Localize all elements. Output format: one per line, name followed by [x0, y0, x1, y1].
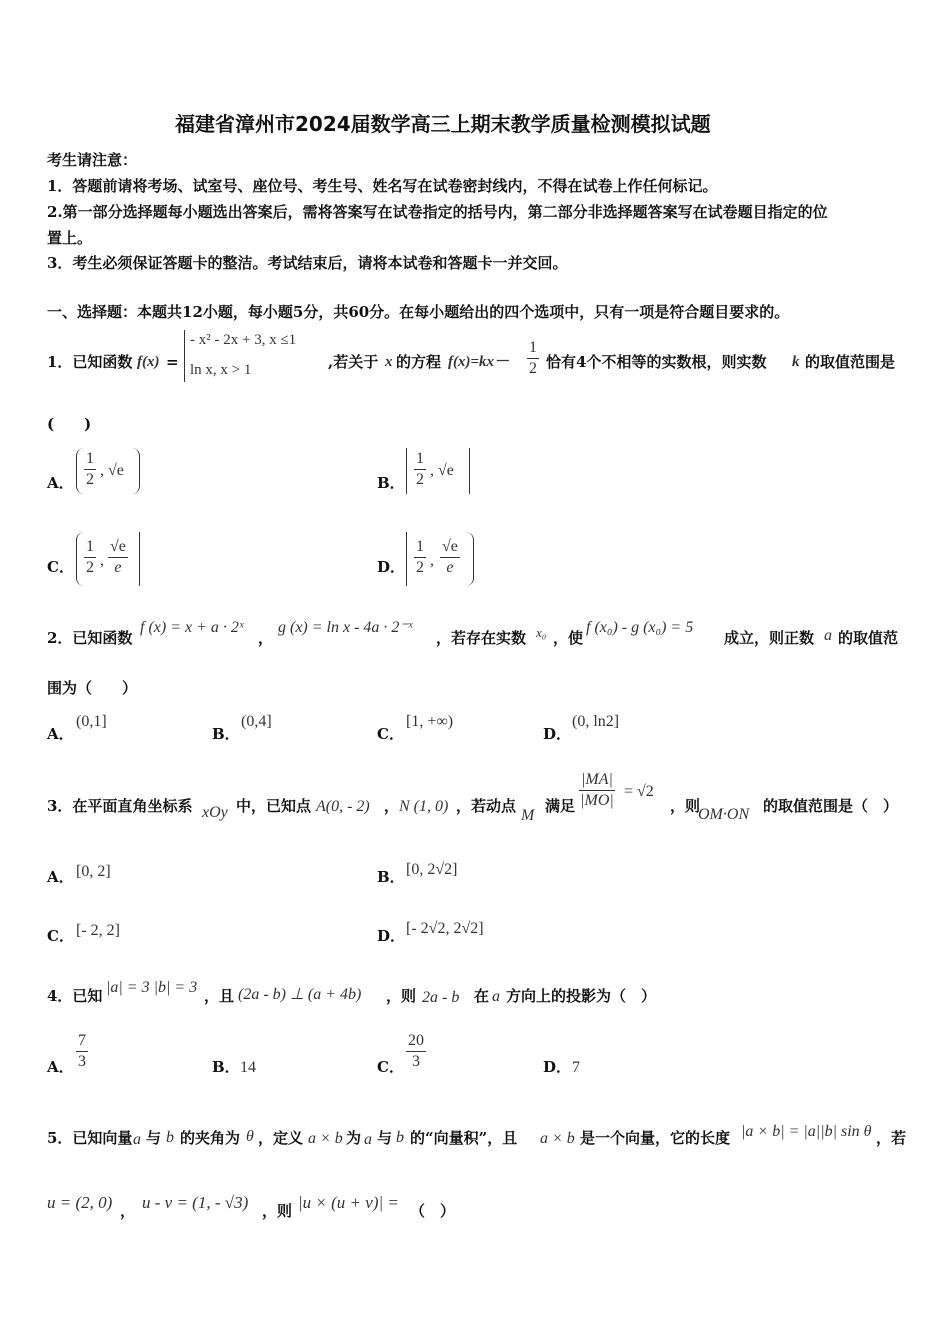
q1-option-c-fraction-1: [84, 537, 96, 578]
q1-option-c-fden: e: [114, 559, 122, 576]
q4-condition-2: (2a - b) ⊥ (a + 4b): [238, 986, 362, 1003]
q3-option-a: [0, 2]: [76, 863, 111, 880]
q3-ratio-num: |MA|: [579, 770, 615, 791]
q1-option-b-num: 1: [414, 449, 426, 470]
q2-comma: ，: [258, 629, 274, 647]
q5-text-1: 与: [146, 1129, 162, 1147]
q3-option-d-label: D．: [377, 927, 406, 945]
q1-var-x: x: [385, 354, 393, 370]
q1-text-2: 的方程: [396, 353, 442, 371]
q4-option-c-fraction: [406, 1031, 426, 1072]
q1-option-c-fnum: √e: [108, 537, 128, 558]
q1-text-3: 恰有4个不相等的实数根，则实数: [546, 353, 767, 371]
q5-axb: a × b: [308, 1130, 343, 1147]
q4-option-a-fraction: [76, 1031, 88, 1072]
q5-text-4: 为: [346, 1129, 362, 1147]
q2-option-c: [1, +∞): [406, 713, 454, 730]
q4-option-a-den: 3: [78, 1053, 86, 1070]
q3-option-c: [- 2, 2]: [76, 922, 120, 939]
q5-a-2: a: [364, 1131, 372, 1148]
q3-ratio-fraction: [579, 770, 615, 811]
q1-option-d-den: 2: [416, 559, 424, 576]
q5-theta: θ: [246, 1128, 254, 1145]
q1-text-4: 的取值范围是: [805, 353, 896, 371]
q2-option-a: (0,1]: [76, 713, 107, 730]
q4-option-d: 7: [572, 1059, 580, 1076]
notice-item-3: 3．考生必须保证答题卡的整洁。考试结束后，请将本试卷和答题卡一并交回。: [47, 254, 568, 272]
q2-x0: x₀: [536, 625, 547, 640]
q3-ratio-den: |MO|: [580, 792, 614, 809]
q1-option-d-fraction-1: [414, 537, 426, 578]
q3-text-1: 中，已知点: [236, 797, 312, 815]
q1-option-d-comma: ,: [430, 552, 434, 569]
q1-case-1: - x² - 2x + 3, x ≤1: [190, 332, 297, 348]
q1-fx: f(x): [137, 354, 160, 370]
q2-text-1: ，若存在实数: [436, 629, 527, 647]
q3-option-a-label: A．: [47, 868, 74, 886]
q4-text-4: 方向上的投影为（ ）: [506, 987, 657, 1005]
q1-half-fraction: [527, 338, 539, 379]
q5-length-formula: |a × b| = |a||b| sin θ: [741, 1123, 872, 1140]
q5-text-7: ，若: [876, 1129, 907, 1147]
q5-answer-blank: （ ）: [410, 1202, 456, 1220]
q4-option-d-label: D．: [543, 1058, 572, 1076]
q1-option-d-fraction-2: [440, 537, 460, 578]
q1-option-c-num: 1: [84, 537, 96, 558]
q4-option-b-label: B．: [212, 1058, 240, 1076]
q5-u-minus-v: u - v = (1, - √3): [142, 1193, 249, 1212]
q5-axb-2: a × b: [540, 1130, 575, 1147]
notice-heading: 考生请注意：: [47, 151, 138, 169]
page-title: 福建省漳州市2024届数学高三上期末教学质量检测模拟试题: [175, 112, 711, 136]
q3-comma: ，: [384, 797, 400, 815]
q1-eq2: f(x)=kx－: [448, 354, 510, 370]
q1-option-b-label: B．: [377, 474, 405, 492]
q2-text-3: 成立，则正数: [724, 629, 815, 647]
q4-option-a-label: A．: [47, 1058, 74, 1076]
q5-prefix: 5．已知向量: [47, 1129, 133, 1147]
q3-m: M: [521, 807, 535, 824]
q1-option-c-fraction-2: [108, 537, 128, 578]
q2-text-4: 的取值范: [838, 629, 899, 647]
q1-answer-blank: ( ): [47, 415, 92, 433]
q4-a: a: [492, 988, 500, 1005]
q3-ratio-eq: = √2: [624, 783, 654, 800]
q3-prefix: 3．在平面直角坐标系: [47, 797, 193, 815]
q1-case-2: ln x, x > 1: [190, 362, 252, 378]
q1-half-den: 2: [529, 360, 537, 377]
q4-text-3: 在: [474, 987, 490, 1005]
q5-u: u = (2, 0): [47, 1193, 113, 1212]
q5-b: b: [166, 1129, 174, 1146]
q5-a: a: [133, 1131, 141, 1148]
q1-var-k: k: [792, 354, 800, 370]
q1-brace: [184, 330, 185, 382]
q3-option-b-label: B．: [377, 868, 405, 886]
q2-condition: f (x₀) - g (x₀) = 5: [586, 619, 694, 636]
q4-prefix: 4．已知: [47, 987, 103, 1005]
q2-option-b-label: B．: [212, 725, 240, 743]
q2-prefix: 2．已知函数: [47, 629, 133, 647]
notice-item-2b: 置上。: [47, 229, 93, 247]
q2-text-2: ，使: [553, 629, 584, 647]
q3-text-2: ，若动点: [456, 797, 517, 815]
q4-vector: 2a - b: [422, 989, 460, 1006]
q3-text-5: 的取值范围是（ ）: [763, 797, 899, 815]
q2-option-d: (0, ln2]: [572, 713, 620, 730]
q1-option-c-den: 2: [86, 559, 94, 576]
q3-point-n: N (1, 0): [399, 798, 449, 815]
q1-prefix: 1．已知函数: [47, 353, 133, 371]
q4-text-2: ，则: [386, 987, 417, 1005]
q1-option-c-comma: ,: [100, 552, 104, 569]
q2-line-2: 围为（ ）: [47, 679, 138, 697]
q1-option-b-fraction: [414, 449, 426, 490]
q2-f: f (x) = x + a · 2ˣ: [140, 619, 244, 636]
q3-point-a: A(0, - 2): [316, 798, 370, 815]
q5-b-2: b: [396, 1129, 404, 1146]
q5-text-2: 的夹角为: [180, 1129, 241, 1147]
q4-option-c-den: 3: [412, 1053, 420, 1070]
q4-option-a-num: 7: [76, 1031, 88, 1052]
q1-option-b-den: 2: [416, 471, 424, 488]
q1-option-a-num: 1: [84, 449, 96, 470]
q1-option-d-fnum: √e: [440, 537, 460, 558]
q3-text-4: ，则: [670, 797, 701, 815]
q4-text-1: ，且: [204, 987, 235, 1005]
q4-option-c-label: C．: [377, 1058, 404, 1076]
q1-option-b-rest: , √e: [430, 462, 454, 479]
q1-half-num: 1: [527, 338, 539, 359]
q2-a: a: [824, 627, 832, 644]
q4-condition-1: |a| = 3 |b| = 3: [106, 979, 198, 996]
q5-text-3: ，定义: [258, 1129, 304, 1147]
q5-result: |u × (u + v)| =: [298, 1193, 399, 1212]
q3-option-d: [- 2√2, 2√2]: [406, 920, 484, 937]
q3-xoy: xOy: [202, 804, 228, 821]
q1-option-a-fraction: [84, 449, 96, 490]
q1-option-c-label: C．: [47, 558, 74, 576]
q3-option-c-label: C．: [47, 927, 74, 945]
q2-option-a-label: A．: [47, 725, 74, 743]
q1-option-a-label: A．: [47, 474, 74, 492]
q2-option-b: (0,4]: [241, 713, 272, 730]
q5-text-1b: 与: [377, 1129, 393, 1147]
q1-option-a-rest: , √e: [100, 462, 124, 479]
q2-option-c-label: C．: [377, 725, 404, 743]
q3-text-3: 满足: [545, 797, 576, 815]
q1-option-d-fden: e: [446, 559, 454, 576]
q5-text-5: 的“向量积”，且: [410, 1129, 518, 1147]
q5-text-6: 是一个向量，它的长度: [580, 1129, 731, 1147]
section-heading: 一、选择题：本题共12小题，每小题5分，共60分。在每小题给出的四个选项中，只有一项是符合题目要求的。: [47, 303, 790, 321]
q1-option-a-den: 2: [86, 471, 94, 488]
q2-option-d-label: D．: [543, 725, 572, 743]
notice-item-2a: 2.第一部分选择题每小题选出答案后，需将答案写在试卷指定的括号内，第二部分非选择题答案写在试卷题目指定的位: [47, 203, 828, 221]
q3-option-b: [0, 2√2]: [406, 861, 458, 878]
q2-g: g (x) = ln x - 4a · 2⁻ˣ: [278, 619, 413, 636]
q4-option-b: 14: [240, 1059, 256, 1076]
q4-option-c-num: 20: [406, 1031, 426, 1052]
q5-text-8: ，则: [262, 1202, 293, 1220]
q1-text-1: ,若关于: [328, 353, 379, 371]
q5-comma: ，: [120, 1202, 136, 1220]
q3-dot-product: OM·ON: [698, 806, 750, 823]
q1-option-d-num: 1: [414, 537, 426, 558]
q1-option-d-label: D．: [377, 558, 406, 576]
notice-item-1: 1．答题前请将考场、试室号、座位号、考生号、姓名写在试卷密封线内，不得在试卷上作任何标记。: [47, 177, 718, 195]
q1-eq: =: [166, 353, 179, 371]
